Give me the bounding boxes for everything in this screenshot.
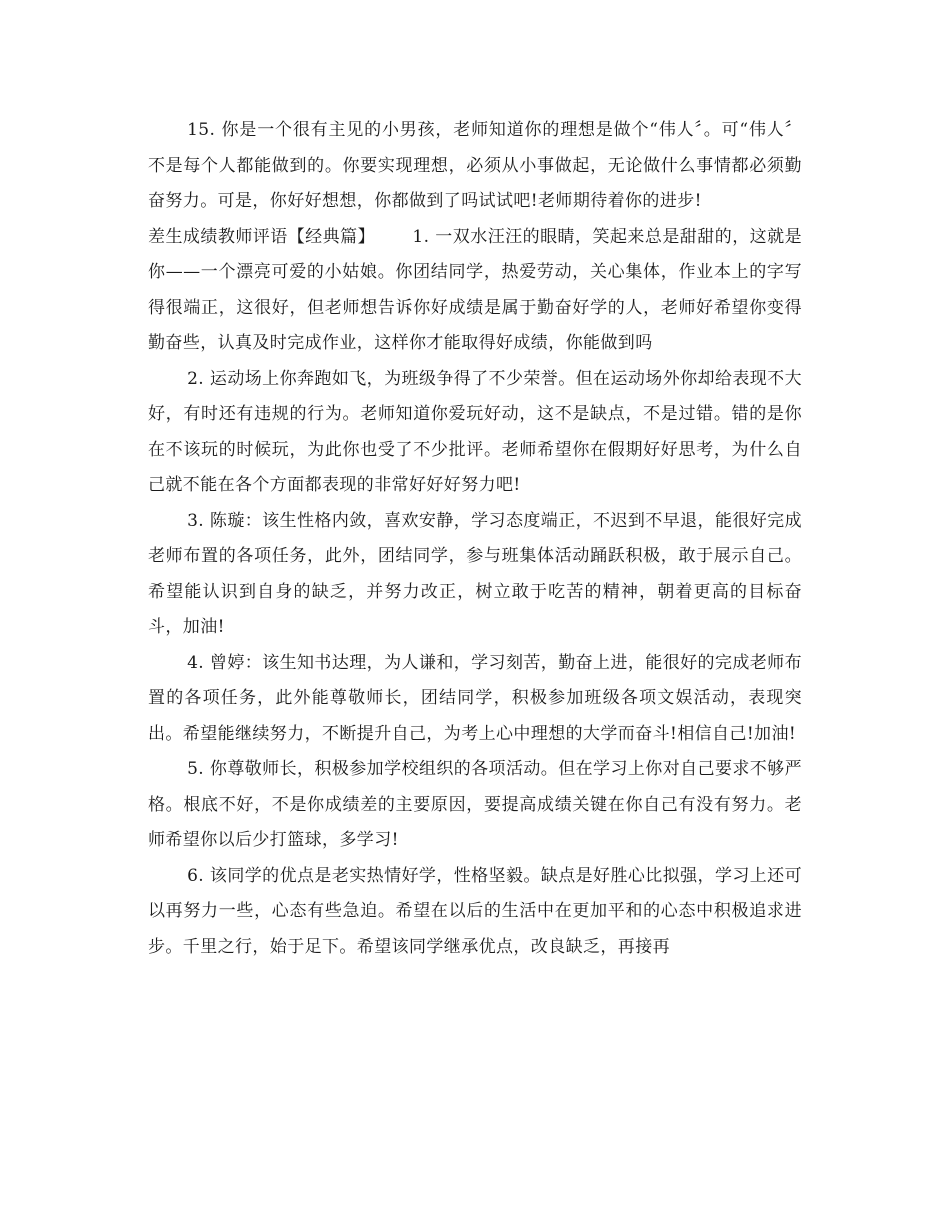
section-paragraph [148, 220, 802, 362]
paragraph-5: 5. 你尊敬师长，积极参加学校组织的各项活动。但在学习上你对自己要求不够严格。根底不好，不是你成绩差的主要原因，要提高成绩关键在你自己有没有努力。老师希望你以后少打篮球，多学习! [148, 759, 802, 850]
paragraph-1: 1. 一双水汪汪的眼睛，笑起来总是甜甜的，这就是你——一个漂亮可爱的小姑娘。你团结同学，热爱劳动，关心集体，作业本上的字写得很端正，这很好，但老师想告诉你好成绩是属于勤奋好学的人，老师好希望你变得勤奋些，认真及时完成作业，这样你才能取得好成绩，你能做到吗 [148, 226, 802, 353]
section-heading: 差生成绩教师评语【经典篇】 [148, 226, 376, 247]
paragraph-4: 4. 曾婷：该生知书达理，为人谦和，学习刻苦，勤奋上进，能很好的完成老师布置的各项任务，此外能尊敬师长，团结同学，积极参加班级各项文娱活动，表现突出。希望能继续努力，不断提升自己，为考上心中理想的大学而奋斗!相信自己!加油! [148, 652, 802, 744]
paragraph-2: 2. 运动场上你奔跑如飞，为班级争得了不少荣誉。但在运动场外你却给表现不大好，有时还有违规的行为。老师知道你爱玩好动，这不是缺点，不是过错。错的是你在不该玩的时候玩，为此你也受了不少批评。老师希望你在假期好好思考，为什么自己就不能在各个方面都表现的非常好好好努力吧! [148, 368, 802, 495]
paragraph-15: 15. 你是一个很有主见的小男孩，老师知道你的理想是做个“伟人〞。可“伟人〞不是每个人都能做到的。你要实现理想，必须从小事做起，无论做什么事情都必须勤奋努力。可是，你好好想想，你都做到了吗试试吧!老师期待着你的进步! [148, 120, 802, 211]
document-page [148, 113, 802, 965]
paragraph-3: 3. 陈璇：该生性格内敛，喜欢安静，学习态度端正，不迟到不早退，能很好完成老师布置的各项任务，此外，团结同学，参与班集体活动踊跃积极，敢于展示自己。希望能认识到自身的缺乏，并努力改正，树立敢于吃苦的精神，朝着更高的目标奋斗，加油! [148, 510, 802, 637]
paragraph-6: 6. 该同学的优点是老实热情好学，性格坚毅。缺点是好胜心比拟强，学习上还可以再努力一些，心态有些急迫。希望在以后的生活中在更加平和的心态中积极追求进步。千里之行，始于足下。希望该同学继承优点，改良缺乏，再接再 [148, 865, 802, 957]
